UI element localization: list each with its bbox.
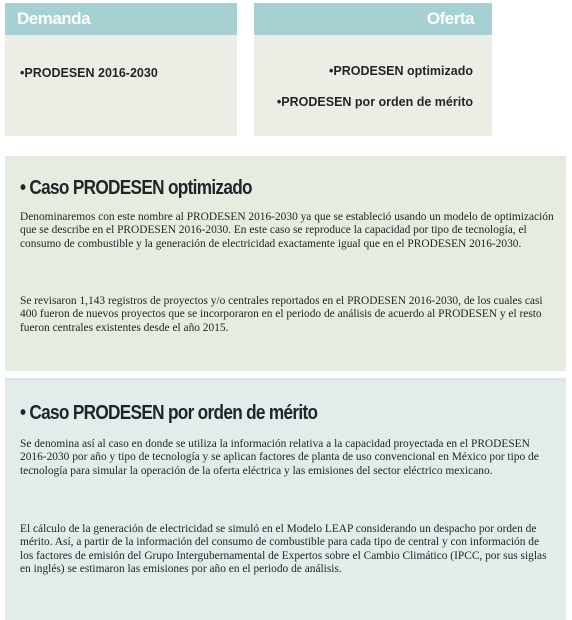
section-optimizado-paragraph-2: Se revisaron 1,143 registros de proyectos y/o centrales reportados en el PRODESEN 2016-2030, de los cuales casi 400 fueron de nuevos proyectos que se incorporaron en el periodo de análisis de acuerdo al PRODESEN y el resto fueron centrales existentes desde el año 2015. (20, 295, 543, 334)
section-orden-merito-paragraph-2: El cálculo de la generación de electricidad se simuló en el Modelo LEAP considerando un despacho por orden de mérito. Así, a partir de la información del consumo de combustible para cada tipo de central y con información de los factores de emisión del Grupo Intergubernamental de Expertos sobre el Cambio Climático (IPCC, por sus siglas en inglés) se estimaron las emisiones por año en el periodo de análisis. (20, 523, 547, 575)
oferta-header: Oferta (254, 3, 492, 35)
section-caso-orden-merito (5, 378, 566, 620)
demanda-header: Demanda (5, 3, 237, 35)
demanda-item-prodesen: •PRODESEN 2016-2030 (20, 66, 158, 80)
oferta-card (254, 3, 492, 136)
section-title-optimizado: • Caso PRODESEN optimizado (20, 177, 252, 199)
section-caso-optimizado (5, 156, 566, 371)
section-orden-merito-paragraph-1: Se denomina así al caso en donde se utiliza la información relativa a la capacidad proyectada en el PRODESEN 2016-2030 por año y tipo de tecnología y se aplican factores de planta de uso convencional en México por tipo de tecnología para simular la operación de la oferta eléctrica y las emisiones del sector eléctrico mexicano. (20, 438, 539, 477)
section-optimizado-paragraph-1: Denominaremos con este nombre al PRODESEN 2016-2030 ya que se estableció usando un modelo de optimización que se describe en el PRODESEN 2016-2030. En este caso se reproduce la capacidad por tipo de tecnología, el consumo de combustible y la generación de electricidad exactamente igual que en el PRODESEN 2016-2030. (20, 211, 554, 250)
oferta-item-orden-merito: •PRODESEN por orden de mérito (276, 95, 473, 109)
oferta-item-optimizado: •PRODESEN optimizado (329, 64, 473, 78)
section-title-orden-merito: • Caso PRODESEN por orden de mérito (20, 402, 318, 424)
demanda-card (5, 3, 237, 136)
